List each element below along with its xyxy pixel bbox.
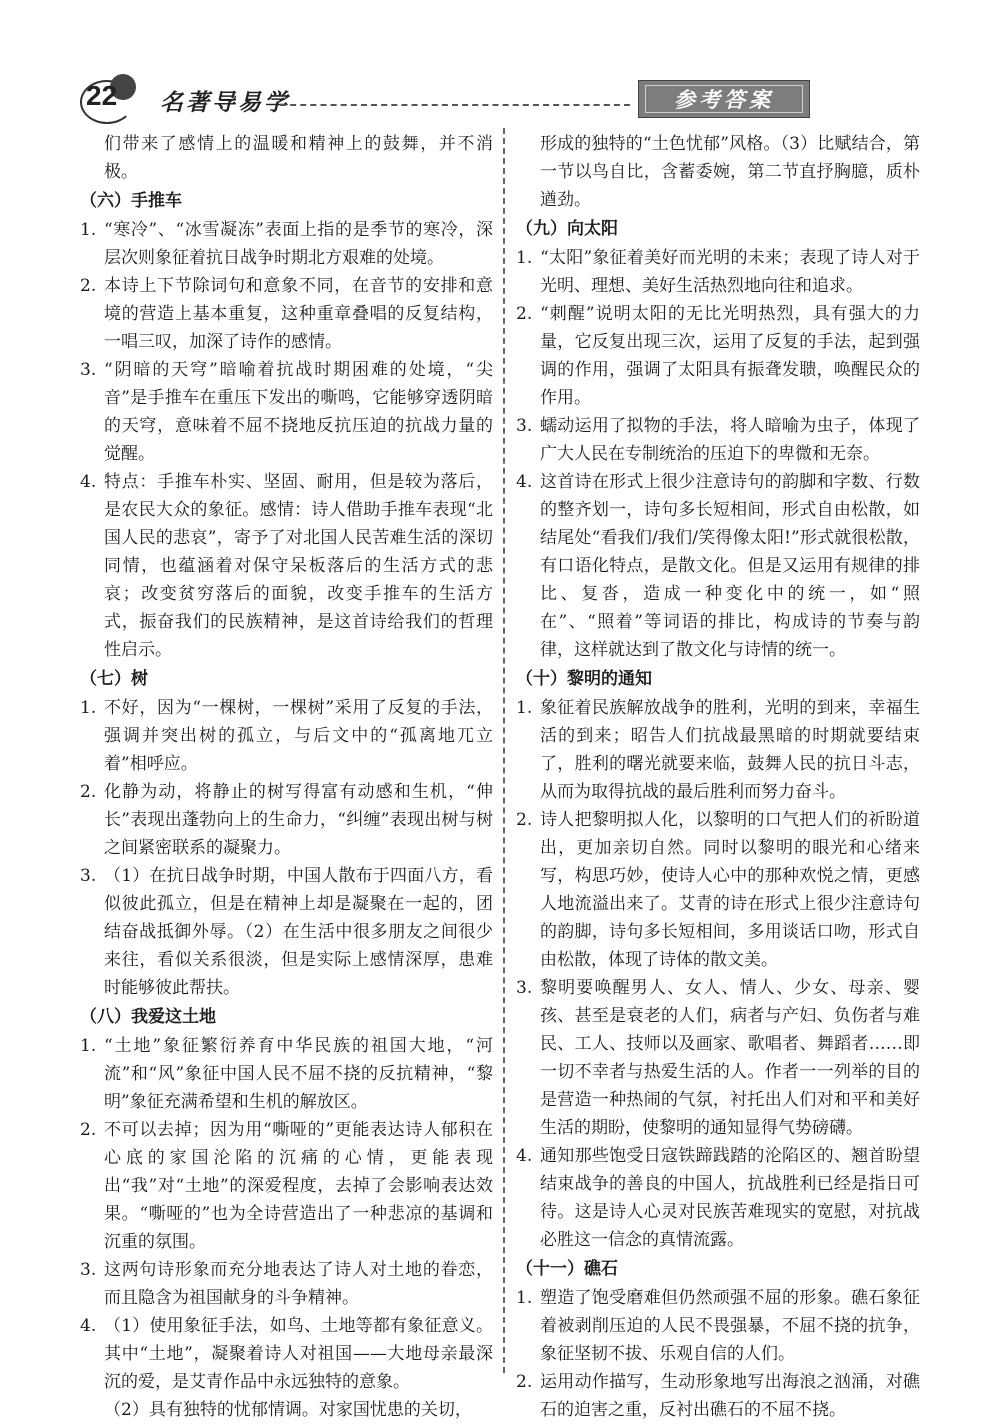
column-divider xyxy=(503,128,505,1373)
section-heading-i-love-this-land: （八）我爱这土地 xyxy=(80,1007,216,1026)
item-number: 4. xyxy=(516,472,533,492)
item-number: 1. xyxy=(516,1288,533,1308)
item-number: 4. xyxy=(80,472,97,492)
answer-item xyxy=(516,974,920,1142)
item-text: “刺醒”说明太阳的无比光明热烈，具有强大的力量，它反复出现三次，运用了反复的手法，起到强调的作用，强调了太阳具有振聋发聩，唤醒民众的作用。 xyxy=(540,304,920,408)
item-number: 3. xyxy=(80,866,97,886)
left-column xyxy=(80,130,493,1424)
answer-item xyxy=(516,244,920,300)
item-text: 象征着民族解放战争的胜利，光明的到来，幸福生活的到来；昭告人们抗战最黑暗的时期就要结束了，胜利的曙光就要来临，鼓舞人民的抗日斗志，从而为取得抗战的最后胜利而努力奋斗。 xyxy=(540,698,920,802)
answer-item xyxy=(80,272,493,356)
answer-item xyxy=(516,468,920,664)
item-text: 这两句诗形象而充分地表达了诗人对土地的眷恋，而且隐含为祖国献身的斗争精神。 xyxy=(104,1260,493,1308)
item-number: 2. xyxy=(80,276,97,296)
answer-item xyxy=(80,1116,493,1256)
header-divider xyxy=(280,104,630,106)
answer-key-label: 参考答案 xyxy=(674,87,774,112)
item-text: （1）使用象征手法，如鸟、土地等都有象征意义。其中“土地”，凝聚着诗人对祖国——大地母亲最深沉的爱，是艾青作品中永远独特的意象。 xyxy=(104,1316,493,1392)
item-text: 本诗上下节除词句和意象不同，在音节的安排和意境的营造上基本重复，这种重章叠唱的反复结构，一唱三叹，加深了诗作的感情。 xyxy=(104,276,493,352)
answer-key-tab xyxy=(638,80,810,118)
item-number: 3. xyxy=(80,1260,97,1280)
answer-item xyxy=(516,412,920,468)
item-number: 1. xyxy=(80,220,97,240)
left-continuation: 们带来了感情上的温暖和精神上的鼓舞，并不消极。 xyxy=(104,134,493,182)
answer-item xyxy=(80,694,493,778)
item-text: “土地”象征繁衍养育中华民族的祖国大地，“河流”和“风”象征中国人民不屈不挠的反抗精神，“黎明”象征充满希望和生机的解放区。 xyxy=(104,1036,493,1112)
item-number: 1. xyxy=(516,248,533,268)
right-continuation: 形成的独特的“土色忧郁”风格。（3）比赋结合，第一节以鸟自比，含蓄委婉，第二节直抒胸臆，质朴遒劲。 xyxy=(540,134,920,210)
section-heading-tree: （七）树 xyxy=(80,669,148,688)
answer-item xyxy=(516,300,920,412)
item-text: （1）在抗日战争时期，中国人散布于四面八方，看似彼此孤立，但是在精神上却是凝聚在一起的，团结奋战抵御外辱。（2）在生活中很多朋友之间很少来往，看似关系很淡，但是实际上感情深厚，患难时能够彼此帮扶。 xyxy=(104,866,493,998)
item-text: “太阳”象征着美好而光明的未来；表现了诗人对于光明、理想、美好生活热烈地向往和追求。 xyxy=(540,248,920,296)
item-text: 塑造了饱受磨难但仍然顽强不屈的形象。礁石象征着被剥削压迫的人民不畏强暴，不屈不挠的抗争，象征坚韧不拔、乐观自信的人们。 xyxy=(540,1288,920,1364)
item-text: 蠕动运用了拟物的手法，将人暗喻为虫子，体现了广大人民在专制统治的压迫下的卑微和无奈。 xyxy=(540,416,920,464)
item-text: 运用动作描写，生动形象地写出海浪之汹涌，对礁石的迫害之重，反衬出礁石的不屈不挠。 xyxy=(540,1372,920,1420)
item-continuation: （2）具有独特的忧郁情调。对家国忧患的关切， xyxy=(104,1400,472,1420)
item-text: 化静为动，将静止的树写得富有动感和生机，“伸长”表现出蓬勃向上的生命力，“纠缠”表现出树与树之间紧密联系的凝聚力。 xyxy=(104,782,493,858)
answer-item xyxy=(80,468,493,664)
item-number: 3. xyxy=(516,978,533,998)
item-text: “阴暗的天穹”暗喻着抗战时期困难的处境，“尖音”是手推车在重压下发出的嘶鸣，它能够穿透阴暗的天穹，意味着不屈不挠地反抗压迫的抗战力量的觉醒。 xyxy=(104,360,493,464)
answer-item xyxy=(516,806,920,974)
item-number: 3. xyxy=(80,360,97,380)
answer-item xyxy=(80,1256,493,1312)
answer-item xyxy=(80,862,493,1002)
item-text: 黎明要唤醒男人、女人、情人、少女、母亲、婴孩、甚至是衰老的人们，病者与产妇、负伤者与难民、工人、技师以及画家、歌唱者、舞蹈者……即一切不幸者与热爱生活的人。作者一一列举的目的是营造一种热闹的气氛，衬托出人们对和平和美好生活的期盼，使黎明的通知显得气势磅礴。 xyxy=(540,978,920,1138)
answer-item xyxy=(516,1284,920,1368)
book-title: 名著导易学 xyxy=(160,89,290,116)
answer-item xyxy=(80,216,493,272)
section-heading-dawn-notice: （十）黎明的通知 xyxy=(516,669,652,688)
item-number: 2. xyxy=(516,304,533,324)
item-text: 通知那些饱受日寇铁蹄践踏的沦陷区的、翘首盼望结束战争的善良的中国人，抗战胜利已经是指日可待。这是诗人心灵对民族苦难现实的宽慰，对抗战必胜这一信念的真情流露。 xyxy=(540,1146,920,1250)
page-number: 22 xyxy=(86,80,118,111)
item-text: 不好，因为“一棵树，一棵树”采用了反复的手法，强调并突出树的孤立，与后文中的“孤离地兀立着”相呼应。 xyxy=(104,698,493,774)
answer-item xyxy=(80,1312,493,1396)
right-column xyxy=(516,130,920,1424)
item-number: 1. xyxy=(80,1036,97,1056)
item-text: 这首诗在形式上很少注意诗句的韵脚和字数、行数的整齐划一，诗句多长短相间，形式自由松散，如结尾处“看我们/我们/笑得像太阳!”形式就很松散，有口语化特点，是散文化。但是又运用有规律的排比、复沓，造成一种变化中的统一，如“照在”、“照着”等词语的排比，构成诗的节奏与韵律，这样就达到了散文化与诗情的统一。 xyxy=(540,472,920,660)
section-heading-to-the-sun: （九）向太阳 xyxy=(516,219,618,238)
answer-item xyxy=(80,778,493,862)
item-number: 2. xyxy=(80,782,97,802)
item-number: 4. xyxy=(80,1316,97,1336)
page-header xyxy=(0,0,1000,130)
answer-item xyxy=(516,694,920,806)
item-number: 3. xyxy=(516,416,533,436)
item-number: 2. xyxy=(80,1120,97,1140)
item-text: 诗人把黎明拟人化，以黎明的口气把人们的祈盼道出，更加亲切自然。同时以黎明的眼光和心绪来写，构思巧妙，使诗人心中的那种欢悦之情，更感人地流溢出来了。艾青的诗在形式上很少注意诗句的韵脚，诗句多长短相间，多用谈话口吻，形式自由松散，体现了诗体的散文美。 xyxy=(540,810,920,970)
item-text: 特点：手推车朴实、坚固、耐用，但是较为落后，是农民大众的象征。感情：诗人借助手推车表现“北国人民的悲哀”，寄予了对北国人民苦难生活的深切同情，也蕴涵着对保守呆板落后的生活方式的悲哀；改变贫穷落后的面貌，改变手推车的生活方式，振奋我们的民族精神，是这首诗给我们的哲理性启示。 xyxy=(104,472,493,660)
answer-item xyxy=(80,356,493,468)
answer-item xyxy=(80,1032,493,1116)
item-number: 1. xyxy=(80,698,97,718)
item-text: 不可以去掉；因为用“嘶哑的”更能表达诗人郁积在心底的家国沦陷的沉痛的心情，更能表现出“我”对“土地”的深爱程度，去掉了会影响表达效果。“嘶哑的”也为全诗营造出了一种悲凉的基调和沉重的氛围。 xyxy=(104,1120,493,1252)
section-heading-handcart: （六）手推车 xyxy=(80,191,182,210)
item-text: “寒冷”、“冰雪凝冻”表面上指的是季节的寒冷，深层次则象征着抗日战争时期北方艰难的处境。 xyxy=(104,220,493,268)
item-number: 1. xyxy=(516,698,533,718)
answer-item xyxy=(516,1142,920,1254)
item-number: 2. xyxy=(516,810,533,830)
item-number: 2. xyxy=(516,1372,533,1392)
answer-item xyxy=(516,1368,920,1424)
item-number: 4. xyxy=(516,1146,533,1166)
section-heading-reef: （十一）礁石 xyxy=(516,1259,618,1278)
